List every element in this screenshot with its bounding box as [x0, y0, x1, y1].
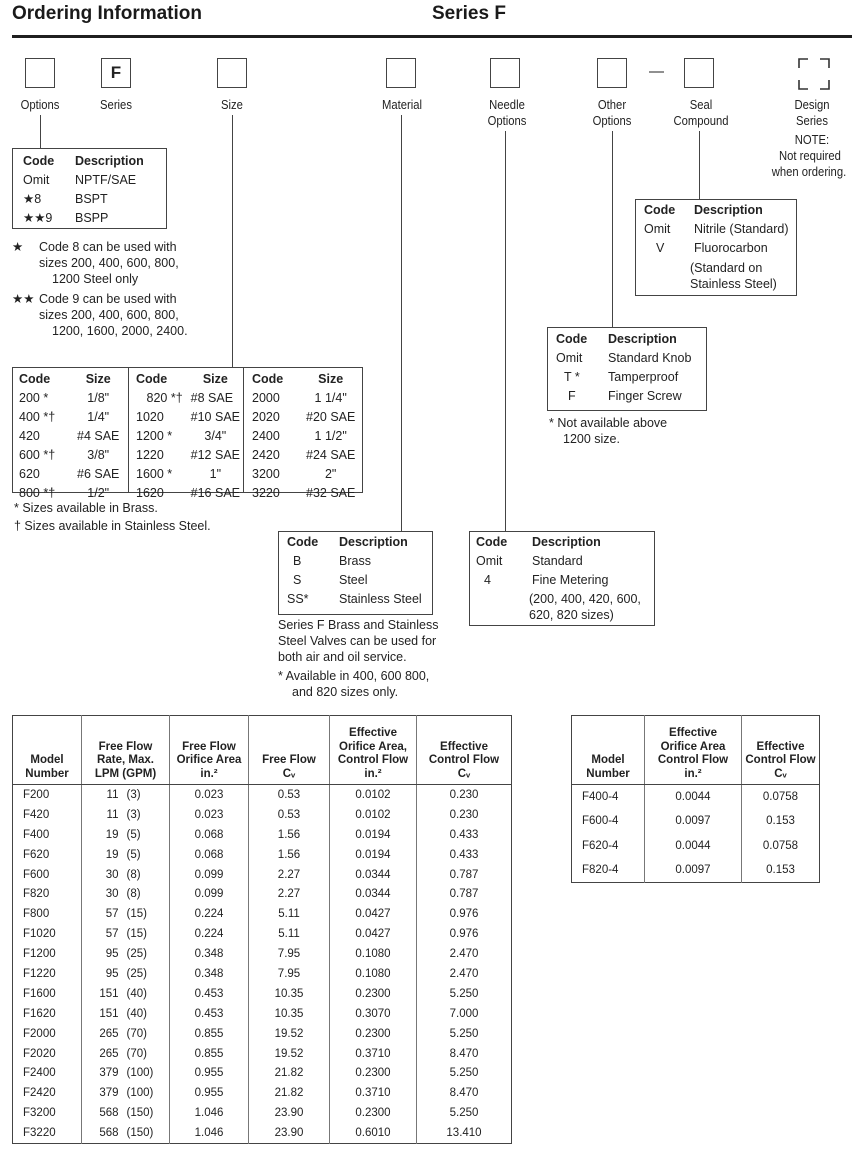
eff-cv-cell: 0.787 [449, 888, 479, 901]
table-row: 3200 2" [252, 467, 337, 481]
area-cell: 0.453 [170, 984, 249, 1004]
table-row: ★8 BSPT [23, 192, 108, 206]
table-row [13, 1024, 512, 1044]
table-row [13, 1083, 512, 1103]
table-row [13, 904, 512, 924]
eff-cv-cell: 0.433 [449, 848, 479, 861]
needle-label-1: Needle [489, 98, 525, 112]
model-cell: F200 [13, 785, 82, 805]
rate-cell: 19 (5) [82, 825, 170, 845]
series-label: Series [100, 98, 132, 112]
model-cell: F400-4 [572, 785, 645, 810]
table-row [13, 944, 512, 964]
table-row [13, 825, 512, 845]
table-row [13, 865, 512, 885]
table-row: V Fluorocarbon [656, 241, 768, 255]
area-cell: 0.023 [170, 805, 249, 825]
eff-cv-cell: 5.250 [449, 987, 479, 1000]
other-code-table: Code Description Omit Standard Knob T * Tamperproof F Finger Screw [547, 327, 707, 411]
eff-cv-cell: 0.230 [449, 788, 479, 801]
material-notes: Series F Brass and Stainless Steel Valves can be used for both air and oil service. * Available in 400, 600 800, and 820 sizes only. [278, 618, 439, 699]
fine-metering-table [571, 715, 820, 883]
cv-cell: 0.53 [249, 805, 330, 825]
eff-area-cell: 0.0194 [330, 845, 417, 865]
eff-cv-cell: 0.976 [449, 928, 479, 941]
other-connector [612, 131, 613, 327]
eff-area-cell: 0.3710 [330, 1044, 417, 1064]
size-box [217, 58, 247, 88]
eff-cv-cell: 5.250 [449, 1107, 479, 1120]
eff-area-cell: 0.2300 [330, 1024, 417, 1044]
seal-connector [699, 131, 700, 199]
cv-cell: 1.56 [249, 825, 330, 845]
table-row: 1020 #10 SAE [136, 410, 240, 424]
table-row [13, 964, 512, 984]
area-cell: 0.099 [170, 884, 249, 904]
table-row [572, 809, 820, 834]
design-note-3: when ordering. [771, 165, 847, 179]
flow-header-rate: Free Flow Rate, Max. LPM (GPM) [82, 716, 170, 785]
table-row: T * Tamperproof [564, 370, 679, 384]
size-label: Size [221, 98, 243, 112]
rate-cell: 151 (40) [82, 984, 170, 1004]
eff-area-cell: 0.0044 [645, 834, 742, 859]
model-cell: F420 [13, 805, 82, 825]
material-label: Material [381, 98, 423, 112]
fine-header-model: Model Number [572, 716, 645, 785]
size-note-1: * Sizes available in Brass. [14, 501, 158, 515]
eff-cv-cell: 13.410 [446, 1127, 482, 1140]
model-cell: F820-4 [572, 858, 645, 883]
flow-header-area: Free Flow Orifice Area in.² [170, 716, 249, 785]
table-row: 1220 #12 SAE [136, 448, 240, 462]
material-connector [401, 115, 402, 531]
other-label-1: Other [597, 98, 627, 112]
area-cell: 0.068 [170, 825, 249, 845]
eff-cv-cell: 0.230 [449, 808, 479, 821]
design-label-2: Series [796, 114, 828, 128]
other-options-box [597, 58, 627, 88]
model-cell: F1220 [13, 964, 82, 984]
model-cell: F620 [13, 845, 82, 865]
eff-cv-cell: 0.0758 [762, 839, 799, 852]
area-cell: 1.046 [170, 1103, 249, 1123]
eff-area-cell: 0.2300 [330, 1063, 417, 1083]
eff-area-cell: 0.3710 [330, 1083, 417, 1103]
flow-header-model: Model Number [13, 716, 82, 785]
rate-cell: 265 (70) [82, 1044, 170, 1064]
table-row [572, 858, 820, 883]
size-col-2: Code Size 820 *† #8 SAE 1020 #10 SAE 1200 * 3/4" 1220 #12 SAE 1600 * 1" 1620 #16 SAE [130, 368, 244, 503]
cv-cell: 21.82 [249, 1063, 330, 1083]
area-cell: 0.855 [170, 1024, 249, 1044]
cv-cell: 19.52 [249, 1024, 330, 1044]
table-row [13, 845, 512, 865]
eff-area-cell: 0.2300 [330, 1103, 417, 1123]
eff-cv-cell: 8.470 [449, 1047, 479, 1060]
table-row: 1620 #16 SAE [136, 486, 240, 500]
size-connector [232, 115, 233, 367]
area-cell: 0.099 [170, 865, 249, 885]
seal-label-2: Compound [673, 114, 729, 128]
model-cell: F3200 [13, 1103, 82, 1123]
options-code-table [12, 148, 167, 229]
area-cell: 0.453 [170, 1004, 249, 1024]
model-cell: F620-4 [572, 834, 645, 859]
header-rule [12, 35, 852, 38]
eff-cv-cell: 5.250 [449, 1067, 479, 1080]
table-row: 4 Fine Metering [484, 573, 609, 587]
model-cell: F2000 [13, 1024, 82, 1044]
eff-area-cell: 0.3070 [330, 1004, 417, 1024]
eff-area-cell: 0.0097 [645, 809, 742, 834]
table-row: ★★9 BSPP [23, 211, 109, 225]
table-row: 3220 #32 SAE [252, 486, 356, 500]
rate-cell: 265 (70) [82, 1024, 170, 1044]
page-title: Ordering Information [12, 3, 202, 24]
table-row: B Brass [293, 554, 371, 568]
cv-cell: 5.11 [249, 924, 330, 944]
eff-area-cell: 0.0194 [330, 825, 417, 845]
cv-cell: 10.35 [249, 1004, 330, 1024]
table-row: Omit NPTF/SAE [23, 173, 137, 187]
table-row: F Finger Screw [568, 389, 682, 403]
eff-area-cell: 0.0427 [330, 904, 417, 924]
table-row: Omit Standard Knob [556, 351, 692, 365]
model-cell: F800 [13, 904, 82, 924]
table-row [13, 1063, 512, 1083]
model-cell: F1200 [13, 944, 82, 964]
area-cell: 0.224 [170, 924, 249, 944]
area-cell: 0.224 [170, 904, 249, 924]
eff-cv-cell: 0.976 [449, 908, 479, 921]
eff-area-cell: 0.6010 [330, 1123, 417, 1143]
eff-cv-cell: 8.470 [449, 1087, 479, 1100]
design-note-1: NOTE: [794, 133, 830, 147]
options-desc-header: Description [75, 154, 144, 168]
table-row: SS* Stainless Steel [287, 592, 422, 606]
options-box [25, 58, 55, 88]
needle-code-table: Code Description Omit Standard 4 Fine Metering (200, 400, 420, 600, 620, 820 sizes) [469, 531, 655, 626]
fine-header-area: Effective Orifice Area Control Flow in.² [645, 716, 742, 785]
seal-extra-note: (Standard on Stainless Steel) [690, 261, 777, 291]
rate-cell: 95 (25) [82, 964, 170, 984]
table-row: 1200 * 3/4" [136, 429, 227, 443]
table-row: 200 * 1/8" [19, 391, 110, 405]
model-cell: F400 [13, 825, 82, 845]
eff-area-cell: 0.0344 [330, 884, 417, 904]
options-connector [40, 115, 41, 148]
size-note-2: † Sizes available in Stainless Steel. [14, 519, 211, 533]
rate-cell: 19 (5) [82, 845, 170, 865]
rate-cell: 57 (15) [82, 924, 170, 944]
needle-options-box [490, 58, 520, 88]
table-row: 2420 #24 SAE [252, 448, 356, 462]
table-row: 820 *† #8 SAE [146, 391, 234, 405]
model-cell: F820 [13, 884, 82, 904]
table-row: Omit Standard [476, 554, 583, 568]
seal-code-table: Code Description Omit Nitrile (Standard) V Fluorocarbon (Standard on Stainless Steel) [635, 199, 797, 296]
eff-area-cell: 0.0097 [645, 858, 742, 883]
rate-cell: 30 (8) [82, 865, 170, 885]
cv-cell: 0.53 [249, 785, 330, 805]
flow-header-eff-area: Effective Orifice Area, Control Flow in.² [330, 716, 417, 785]
rate-cell: 11 (3) [82, 785, 170, 805]
rate-cell: 57 (15) [82, 904, 170, 924]
rate-cell: 11 (3) [82, 805, 170, 825]
options-note-1: ★ Code 8 can be used with sizes 200, 400, 600, 800, 1200 Steel only [12, 240, 179, 286]
table-row: Omit Nitrile (Standard) [644, 222, 789, 236]
eff-cv-cell: 2.470 [449, 967, 479, 980]
cv-cell: 5.11 [249, 904, 330, 924]
table-row: 400 *† 1/4" [19, 410, 110, 424]
cv-cell: 19.52 [249, 1044, 330, 1064]
cv-cell: 21.82 [249, 1083, 330, 1103]
rate-cell: 30 (8) [82, 884, 170, 904]
model-cell: F600 [13, 865, 82, 885]
area-cell: 0.855 [170, 1044, 249, 1064]
model-cell: F2420 [13, 1083, 82, 1103]
eff-area-cell: 0.1080 [330, 944, 417, 964]
flow-data-table [12, 715, 512, 1144]
eff-cv-cell: 0.787 [449, 868, 479, 881]
table-row [13, 805, 512, 825]
eff-cv-cell: 7.000 [449, 1007, 479, 1020]
cv-cell: 2.27 [249, 865, 330, 885]
seal-compound-box [684, 58, 714, 88]
area-cell: 1.046 [170, 1123, 249, 1143]
rate-cell: 151 (40) [82, 1004, 170, 1024]
size-divider-2 [243, 368, 244, 492]
needle-connector [505, 131, 506, 531]
cv-cell: 1.56 [249, 845, 330, 865]
model-cell: F1600 [13, 984, 82, 1004]
table-row [13, 924, 512, 944]
table-row: 600 *† 3/8" [19, 448, 110, 462]
table-row [13, 1004, 512, 1024]
eff-area-cell: 0.0427 [330, 924, 417, 944]
design-series-bracket-icon [798, 58, 830, 90]
eff-cv-cell: 2.470 [449, 948, 479, 961]
model-cell: F1020 [13, 924, 82, 944]
eff-area-cell: 0.0044 [645, 785, 742, 810]
area-cell: 0.068 [170, 845, 249, 865]
eff-area-cell: 0.0102 [330, 805, 417, 825]
table-row [572, 785, 820, 810]
eff-cv-cell: 5.250 [449, 1027, 479, 1040]
eff-area-cell: 0.0102 [330, 785, 417, 805]
fine-header-cv: Effective Control Flow Cᵥ [742, 716, 820, 785]
table-row: 2000 1 1/4" [252, 391, 347, 405]
cv-cell: 7.95 [249, 964, 330, 984]
flow-header-eff-cv: Effective Control Flow Cᵥ [417, 716, 512, 785]
design-label-1: Design [794, 98, 830, 112]
table-row [13, 984, 512, 1004]
rate-cell: 568 (150) [82, 1123, 170, 1143]
size-code-table [12, 367, 363, 500]
options-code-header: Code [23, 154, 55, 168]
eff-cv-cell: 0.153 [766, 815, 795, 828]
area-cell: 0.348 [170, 964, 249, 984]
options-label: Options [20, 98, 60, 112]
cv-cell: 7.95 [249, 944, 330, 964]
area-cell: 0.955 [170, 1063, 249, 1083]
design-note-2: Not required [779, 149, 841, 163]
size-col-1: Code Size 200 * 1/8" 400 *† 1/4" 420 #4 SAE 600 *† 3/8" 620 #6 SAE 800 *† 1/2" [13, 368, 127, 503]
series-title: Series F [432, 3, 506, 24]
model-cell: F600-4 [572, 809, 645, 834]
table-row: 2400 1 1/2" [252, 429, 347, 443]
size-col-3: Code Size 2000 1 1/4" 2020 #20 SAE 2400 1 1/2" 2420 #24 SAE 3200 2" 3220 #32 SAE [246, 368, 362, 503]
eff-area-cell: 0.0344 [330, 865, 417, 885]
table-row: S Steel [293, 573, 368, 587]
needle-sizes-note: (200, 400, 420, 600, 620, 820 sizes) [529, 592, 641, 622]
rate-cell: 379 (100) [82, 1083, 170, 1103]
cv-cell: 23.90 [249, 1103, 330, 1123]
area-cell: 0.023 [170, 785, 249, 805]
table-row: 2020 #20 SAE [252, 410, 356, 424]
material-code-table: Code Description B Brass S Steel SS* Stainless Steel [278, 531, 433, 615]
other-label-2: Options [592, 114, 632, 128]
rate-cell: 379 (100) [82, 1063, 170, 1083]
options-note-2: ★★ Code 9 can be used with sizes 200, 400, 600, 800, 1200, 1600, 2000, 2400. [12, 292, 188, 338]
table-row: 420 #4 SAE [19, 429, 120, 443]
model-cell: F2400 [13, 1063, 82, 1083]
needle-label-2: Options [487, 114, 527, 128]
series-box: F [101, 58, 131, 88]
cv-cell: 10.35 [249, 984, 330, 1004]
seal-label-1: Seal [689, 98, 713, 112]
rate-cell: 95 (25) [82, 944, 170, 964]
model-cell: F2020 [13, 1044, 82, 1064]
cv-cell: 2.27 [249, 884, 330, 904]
table-row [13, 1123, 512, 1143]
eff-cv-cell: 0.0758 [762, 791, 799, 803]
table-row [13, 884, 512, 904]
area-cell: 0.955 [170, 1083, 249, 1103]
table-row: 1600 * 1" [136, 467, 222, 481]
eff-cv-cell: 0.153 [766, 864, 795, 876]
table-row: 620 #6 SAE [19, 467, 120, 481]
table-row [13, 1103, 512, 1123]
table-row [572, 834, 820, 859]
model-cell: F1620 [13, 1004, 82, 1024]
eff-area-cell: 0.2300 [330, 984, 417, 1004]
eff-area-cell: 0.1080 [330, 964, 417, 984]
model-cell: F3220 [13, 1123, 82, 1143]
table-row: 800 *† 1/2" [19, 486, 110, 500]
eff-cv-cell: 0.433 [449, 828, 479, 841]
rate-cell: 568 (150) [82, 1103, 170, 1123]
other-notes: * Not available above 1200 size. [549, 416, 668, 446]
cv-cell: 23.90 [249, 1123, 330, 1143]
flow-header-cv: Free Flow Cᵥ [249, 716, 330, 785]
material-box [386, 58, 416, 88]
table-row [13, 785, 512, 805]
table-row [13, 1044, 512, 1064]
dash-separator: — [649, 63, 664, 80]
area-cell: 0.348 [170, 944, 249, 964]
